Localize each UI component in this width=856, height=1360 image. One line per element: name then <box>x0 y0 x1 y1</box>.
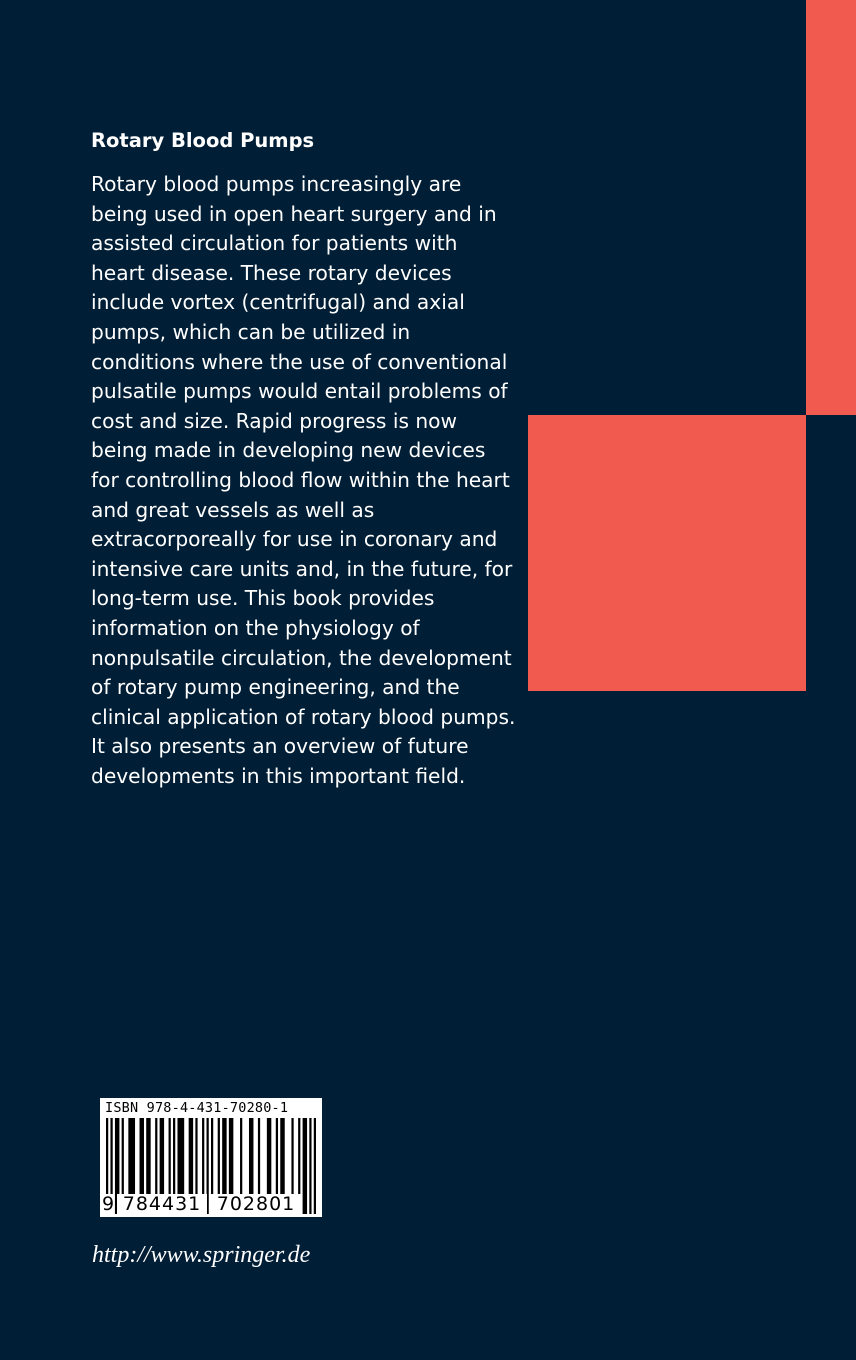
barcode-digit-lead: 9 <box>102 1193 115 1215</box>
barcode-bar <box>303 1118 307 1214</box>
barcode-bar <box>314 1118 316 1214</box>
isbn-barcode <box>100 1098 322 1217</box>
barcode-digits-left: 784431 <box>117 1194 207 1215</box>
barcode-bar <box>309 1118 311 1214</box>
accent-strip <box>806 0 856 415</box>
barcode-digits-right: 702801 <box>211 1194 301 1215</box>
publisher-url: http://www.springer.de <box>92 1242 311 1268</box>
accent-block <box>528 415 806 691</box>
book-title: Rotary Blood Pumps <box>91 129 315 152</box>
book-description: Rotary blood pumps increasingly are being used in open heart surgery and in assisted circulation for patients with heart disease. These rotary devices include vortex (centrifugal) and axial pumps, which can be utilized in conditions where the use of conventional pulsatile pumps would entail problems of cost and size. Rapid progress is now being made in developing new devices for controlling blood flow within the heart and great vessels as well as extracorporeally for use in coronary and intensive care units and, in the future, for long-term use. This book provides information on the physiology of nonpulsatile circulation, the development of rotary pump engineering, and the clinical application of rotary blood pumps. It also presents an overview of future developments in this important field. <box>91 172 516 788</box>
isbn-label: ISBN 978-4-431-70280-1 <box>105 1100 289 1116</box>
